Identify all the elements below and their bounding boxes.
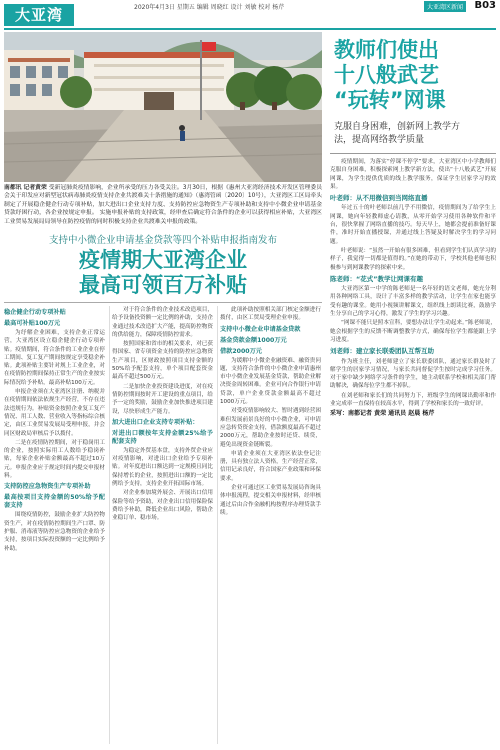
- article-subheading: 最高按项目支持金额的50%给予配套支持: [4, 494, 105, 510]
- headline-line-1: 疫情期大亚湾企业: [79, 248, 247, 272]
- article-paragraph: 为纾解企业困难，支持企业正常运营，大亚湾区设立稳企健企行动专项补贴。疫情期间，符合条件的工业企业在停工期间、复工复产期间按规定享受稳企补贴。此项补贴主要针对规上工业企业，对在疫情防控期间保持正常生产的企业按实际情况给予补贴，最高补贴100万元。: [4, 330, 105, 386]
- feature-subtitle-line-2: 法，提高网络教学质量: [334, 135, 425, 145]
- main-headline: [4, 248, 322, 298]
- article-subheading: 支持中小微企业申请基金贷款: [220, 325, 301, 333]
- article-paragraph: 为稳定外贸基本盘，支持外贸企业应对疫情影响，对进出口企业给予专项补贴。对年度进出口额达到一定规模且同比保持增长的企业，按照进出口额的一定比例给予支持，支持企业开拓国际市场。: [112, 447, 213, 488]
- section-heading-3: 刘老师：建立家长联委团队互帮互助: [330, 347, 434, 356]
- feature-title-line-3: “玩转”网课: [334, 88, 446, 112]
- section-text-2: 大亚湾区第一中学的陈老师是一名年轻的语文老师，她充分利用各种网络工具，设计了丰富多样的教学活动，让学生在家也能享受有趣的课堂。她用小视频讲解课文，组织线上朗读比赛，鼓励学生分享自己的学习心得，激发了学生的学习兴趣。: [330, 286, 496, 318]
- article-subheading: 对进出口额按年支持金额25%给予配套支持: [112, 429, 213, 445]
- edition-tag: 大亚湾区新闻: [424, 1, 466, 12]
- feature-title-line-2: 十八般武艺: [334, 63, 439, 87]
- feature-divider: [330, 153, 496, 154]
- section-text-1b: 叶老师说：“虽然一开始有很多困难，但看到学生们认真学习的样子，我觉得一切都是值得的。”在她的带动下，学校其他老师也积极参与到网课教学的探索中来。: [330, 247, 496, 271]
- article-subheading: 稳企健企行动专项补贴: [4, 309, 66, 316]
- feature-subtitle-line-1: 克服自身困难，创新网上教学方: [334, 122, 461, 132]
- caption-tail: 实施申报补贴的支持政策，经审查后确定符合条件的企业可以获得相应补贴，大亚湾区工业贸易发展局局领导在防控疫情的同时积极支持企业共渡难关申报的政策。: [4, 210, 322, 225]
- article-column-1: [4, 306, 105, 746]
- masthead: [4, 0, 496, 28]
- article-subheading: 加大进出口企业支持专项补贴：: [112, 418, 199, 426]
- article-paragraph: 对受疫情影响较大、暂时遇到经营困难但发展前景良好的中小微企业，可申请应急转贷资金支持，借款额度最高不超过2000万元，帮助企业按时还贷、续贷，避免出现资金链断裂。: [220, 408, 321, 448]
- headline-rule: [4, 302, 322, 303]
- article-subheading: 借款2000万元: [220, 347, 262, 355]
- headline-line-2: 最高可领百万补贴: [79, 273, 247, 297]
- feature-title: [334, 38, 496, 113]
- article-paragraph: 二是在疫情防控期间，对于稳岗用工的企业，按照实际用工人数给予稳岗补贴，每家企业补贴金额最高不超过10万元。申报企业应于规定时间内提交申报材料。: [4, 439, 105, 480]
- article-paragraph: 二是加快企业投资建设进度，对在疫情防控期间按时开工建设的重点项目，给予一定的奖励，鼓励企业加快推进项目建设，尽快形成生产能力。: [112, 383, 213, 415]
- section-text-2b: “网课不能只是照本宣科，要想办法让学生动起来。”陈老师说，她会根据学生的反馈不断调整教学方式，确保每位学生都能跟上学习进度。: [330, 320, 496, 343]
- feature-title-line-1: 教师们使出: [334, 38, 439, 62]
- headline-kicker: 支持中小微企业申请基金贷款等四个补贴申报指南发布: [48, 235, 277, 246]
- section-text-3b: 在刘老师和家长们的共同努力下，班级学生的网课出勤率和作业完成率一直保持在较高水平，得到了学校和家长的一致好评。: [330, 392, 496, 408]
- page-code: B03: [474, 0, 496, 11]
- article-paragraph: 申报企业须在大亚湾区注册、纳税并在疫情期间依法依规生产经营，不存在违法违规行为。补贴资金按照企业复工复产情况、用工人数、营业收入等指标综合核定，由区工业贸易发展局受理申报，并会同区财政局审核后予以拨付。: [4, 389, 105, 437]
- photo-caption: [4, 184, 322, 226]
- byline: 采写：南都记者 黄荣 通讯员 赵晨 杨芹: [330, 410, 435, 418]
- article-paragraph: 企业可通过区工业贸易发展局咨询具体申报流程，提交相关申报材料，经审核通过后由合作金融机构按程序办理贷款手续。: [220, 485, 321, 516]
- caption-lead: 南都讯 记者黄荣: [4, 185, 47, 191]
- article-subheading: 支持防控应急物资生产专项补助: [4, 483, 91, 491]
- article-column-3: [220, 306, 321, 746]
- article-subheading: 基金贷款金额1000万元: [220, 336, 287, 344]
- column-divider: [217, 306, 218, 744]
- section-heading-1: 叶老师：从不用微信到当网络直播: [330, 194, 428, 203]
- section-heading-2: 陈老师：“花式”教学让网课有趣: [330, 274, 424, 283]
- article-paragraph: 对企业参加境外展会、开展出口信用保险等给予资助，对企业出口信用保险保费给予补助，降低企业出口风险，帮助企业稳订单、稳市场。: [112, 490, 213, 522]
- article-paragraph: 围绕疫情防控，鼓励企业扩大防控物资生产，对在疫情防控期间生产口罩、防护服、消毒液等防控应急物资的企业给予支持，按项目实际投资额的一定比例给予补助。: [4, 512, 105, 552]
- right-feature: [330, 32, 496, 744]
- brand-logo: 大亚湾: [4, 4, 74, 26]
- column-divider: [109, 306, 110, 744]
- issue-line: 2020年4月3日 星期五 编辑 周晓红 设计 刘敏 校对 杨芹: [134, 4, 285, 11]
- section-text-1: 年过五十的叶老师以前几乎不用微信，疫情期间为了给学生上网课，她向年轻教师虚心请教，从零开始学习使用各种软件和平台，很快掌握了网络直播的技巧。每天早上，她都会提前准备好课件，准时开始直播授课，并通过线上答疑及时解决学生的学习问题。: [330, 205, 496, 245]
- article-paragraph: 对于符合条件的企业技术改造项目，给予设备投资额一定比例的补助，支持企业通过技术改造扩大产能，提高防控物资的供给能力，保障疫情防控需求。: [112, 307, 213, 338]
- feature-intro: 疫情期间，为落实“停课不停学”要求，大亚湾区中小学教师们克服自身困难，积极探索网上教学新方法，使出“十八般武艺”开展网课，为学生提供优质的线上教学服务，保证学生居家学习的效果。: [330, 159, 496, 190]
- article-paragraph: 为缓解中小微企业融资难、融资贵问题，支持符合条件的中小微企业申请惠州市中小微企业发展基金贷款，帮助企业解决资金周转困难。企业可向合作银行申请贷款，单户企业贷款金额最高不超过1000万元。: [220, 357, 321, 406]
- article-paragraph: 此项补助按照相关部门核定金额进行拨付，由区工贸局受理企业申报。: [220, 307, 321, 322]
- caption-text: 受新冠肺炎疫情影响，企业所承受的压力各受关注。3月30日，根据《惠州大亚湾经济技术开发区管理委员会关于印发应对新型冠状病毒肺炎疫情支持企业共渡难关十条措施的通知》（惠湾管函〔2020〕10号），大亚湾区工区局牵头制定了开展稳企健企行动专项补贴，加大进出口企业支持力度、支持防控应急物资生产专项补助和支持中小微企业申请基金贷款纾困行动，各企业按规定申报。: [4, 185, 322, 217]
- article-body: [4, 306, 322, 746]
- school-courtyard-photo: [4, 32, 322, 182]
- feature-body: [330, 158, 496, 419]
- section-text-3: 作为班主任，刘老师建立了家长联委团队，通过家长群及时了解学生的居家学习情况，与家长共同督促学生按时完成学习任务。对于家中缺少网络学习条件的学生，她主动联系学校和相关部门帮助解决，确保每位学生都不掉队。: [330, 358, 496, 390]
- article-subheading: 最高可补贴100万元: [4, 320, 61, 327]
- masthead-rule: [4, 28, 496, 30]
- article-column-2: [112, 306, 213, 746]
- article-paragraph: 申请企业须在大亚湾区依法登记注册，具有独立法人资格，生产经营正常，信用记录良好，符合国家产业政策和环保要求。: [220, 450, 321, 482]
- article-paragraph: 按照国家和省市的相关要求，对已获得国家、省专项资金支持的防控应急物资生产项目，区财政按照项目支持金额的50%给予配套支持，单个项目配套资金最高不超过500万元。: [112, 341, 213, 381]
- feature-subtitle: [334, 121, 496, 147]
